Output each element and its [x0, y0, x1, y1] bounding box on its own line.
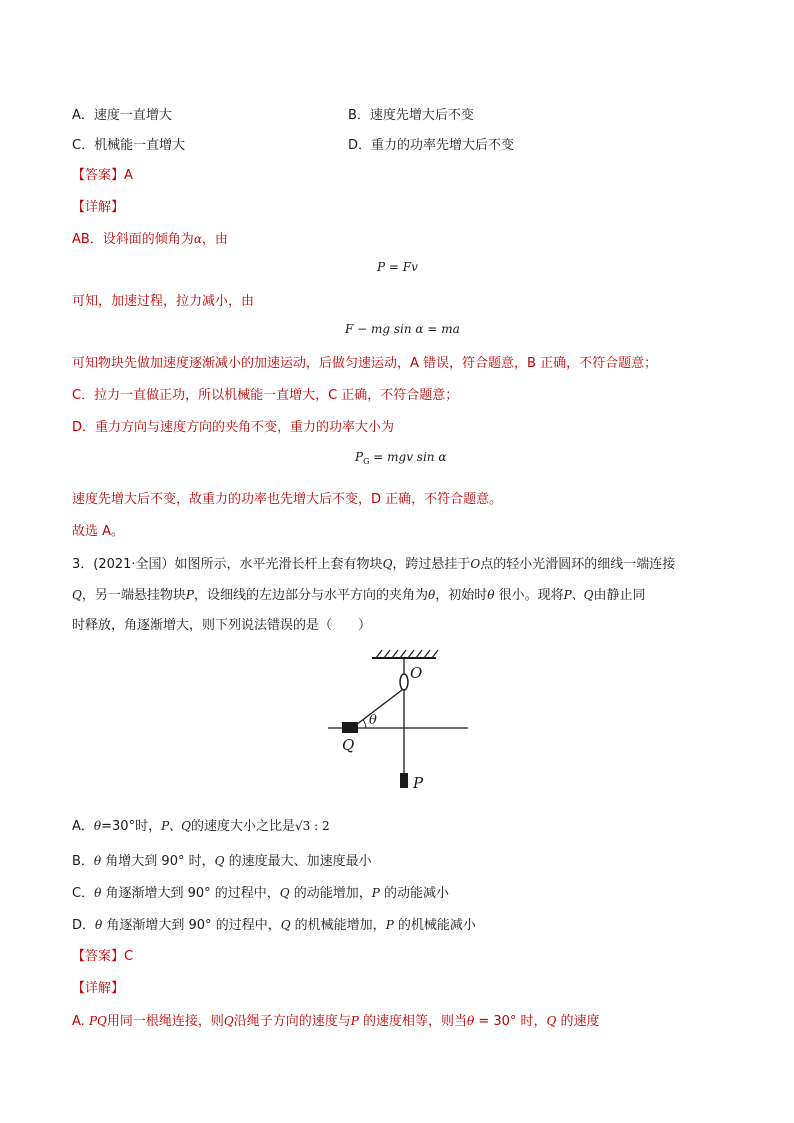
q3-d-tail: 的机械能减小 — [393, 918, 476, 933]
eq-rest: = mgv sin α — [369, 450, 447, 464]
q3-l1-c: 点的轻小光滑圆环的细线一端连接 — [480, 557, 676, 572]
q3-sym-o: O — [470, 557, 481, 571]
label-q: Q — [342, 736, 355, 754]
conclusion-c: C．拉力一直做正功，所以机械能一直增大，C 正确，不符合题意； — [72, 388, 459, 403]
label-p: P — [413, 774, 424, 792]
q3-last-d: 的速度相等，则当 — [358, 1014, 467, 1029]
q3-l1-a: 3．(2021·全国）如图所示，水平光滑长杆上套有物块 — [72, 557, 383, 572]
final-choice: 故选 A。 — [72, 524, 125, 539]
q3-c-q: Q — [279, 886, 290, 900]
conclusion-d: 速度先增大后不变，故重力的功率也先增大后不变，D 正确，不符合题意。 — [72, 492, 503, 507]
q3-l2-d: 很小。现将 — [494, 588, 564, 603]
q3-l1-b: ，跨过悬挂于 — [392, 557, 471, 572]
detail-heading: 【详解】 — [72, 200, 125, 215]
q3-c-mid: 角逐渐增大到 90° 的过程中， — [101, 886, 280, 901]
q3-answer: 【答案】C — [72, 949, 134, 964]
option-c: C．机械能一直增大 — [72, 138, 186, 153]
q3-last-c: 沿绳子方向的速度与 — [233, 1014, 351, 1029]
analysis-know: 可知，加速过程，拉力减小，由 — [72, 294, 255, 309]
block-p — [400, 773, 408, 788]
q3-l2-c: ，初始时 — [435, 588, 488, 603]
q3-c-p: P — [371, 886, 380, 900]
q3-a-tail: 的速度大小之比是 — [191, 819, 296, 834]
q3-l2-b: ，设细线的左边部分与水平方向的夹角为 — [193, 588, 428, 603]
q3-b-q: Q — [214, 854, 225, 868]
q3-last-q: Q — [223, 1014, 234, 1028]
q3-c-tail: 的动能减小 — [379, 886, 449, 901]
option-b: B．速度先增大后不变 — [348, 108, 474, 123]
q3-a-pq: P、Q — [161, 819, 191, 833]
q3-option-a — [72, 815, 330, 834]
q3-c-theta: θ — [94, 886, 102, 900]
q3-last-q2: Q — [546, 1014, 557, 1028]
q3-d-mid: 角逐渐增大到 90° 的过程中， — [102, 918, 281, 933]
q3-line3: 时释放，角逐渐增大，则下列说法错误的是（ ） — [72, 618, 372, 633]
q3-d-q: Q — [280, 918, 291, 932]
q3-b-theta: θ — [93, 854, 102, 868]
string-left — [352, 690, 402, 728]
q3-l2-theta2: θ — [487, 588, 495, 602]
q3-d-pre: D． — [72, 918, 96, 933]
equation-gravity-power — [355, 450, 446, 466]
alpha-symbol: α — [193, 232, 202, 246]
label-theta: θ — [369, 713, 377, 728]
q3-c-m2: 的动能增加， — [289, 886, 372, 901]
analysis-d: D．重力方向与速度方向的夹角不变，重力的功率大小为 — [72, 420, 395, 435]
equation-newton: F − mg sin α = ma — [345, 322, 460, 336]
eq-p: P — [355, 450, 364, 464]
q3-d-p: P — [385, 918, 394, 932]
label-o: O — [410, 664, 423, 682]
q3-l2-theta: θ — [427, 588, 436, 602]
q3-a-mid: =30°时， — [101, 819, 162, 834]
analysis-ab-tail: ，由 — [201, 232, 228, 247]
answer-label: 【答案】A — [72, 168, 133, 183]
q3-d-theta: θ — [95, 918, 103, 932]
ceiling-hatch — [376, 650, 438, 658]
q3-last-pq: PQ — [88, 1014, 107, 1028]
q3-last-p: P — [350, 1014, 359, 1028]
q3-d-m2: 的机械能增加， — [290, 918, 386, 933]
q3-option-d — [72, 914, 476, 933]
q3-a-theta: θ — [93, 819, 102, 833]
q3-detail-heading: 【详解】 — [72, 981, 125, 996]
q3-last-theta: θ — [466, 1014, 475, 1028]
q3-b-pre: B． — [72, 854, 94, 869]
analysis-ab — [72, 228, 228, 247]
angle-arc — [363, 720, 366, 728]
eq-sub-g: G — [363, 457, 370, 466]
block-q — [342, 722, 358, 733]
analysis-ab-text: AB．设斜面的倾角为 — [72, 232, 194, 247]
q3-option-b — [72, 850, 372, 869]
q3-a-ratio: √3 : 2 — [295, 819, 330, 833]
q3-last-b: 用同一根绳连接，则 — [106, 1014, 224, 1029]
q3-last-a: A. — [72, 1014, 89, 1029]
q3-l2-a: ，另一端悬挂物块 — [81, 588, 186, 603]
q3-line2 — [72, 584, 646, 603]
q3-last-e: = 30° 时， — [474, 1014, 547, 1029]
conclusion-ab: 可知物块先做加速度逐渐减小的加速运动，后做匀速运动，A 错误，符合题意，B 正确，不符合题意； — [72, 356, 658, 371]
q3-c-pre: C． — [72, 886, 95, 901]
q3-sym-q: Q — [382, 557, 393, 571]
q3-l2-e: 由静止同 — [593, 588, 646, 603]
q3-line1 — [72, 553, 675, 572]
q3-b-tail: 的速度最大、加速度最小 — [224, 854, 372, 869]
q3-last-f: 的速度 — [556, 1014, 600, 1029]
pulley-figure — [320, 640, 480, 795]
option-d: D．重力的功率先增大后不变 — [348, 138, 515, 153]
q3-b-mid: 角增大到 90° 时， — [101, 854, 215, 869]
q3-l2-pq: P、Q — [563, 588, 594, 602]
ring-o — [400, 674, 408, 690]
option-a: A．速度一直增大 — [72, 108, 172, 123]
q3-a-pre: A． — [72, 819, 94, 834]
q3-l2-p: P — [185, 588, 194, 602]
q3-option-c — [72, 882, 449, 901]
q3-l2-q: Q — [72, 588, 82, 602]
equation-power: P = Fv — [377, 260, 418, 274]
q3-analysis-a — [72, 1010, 600, 1029]
